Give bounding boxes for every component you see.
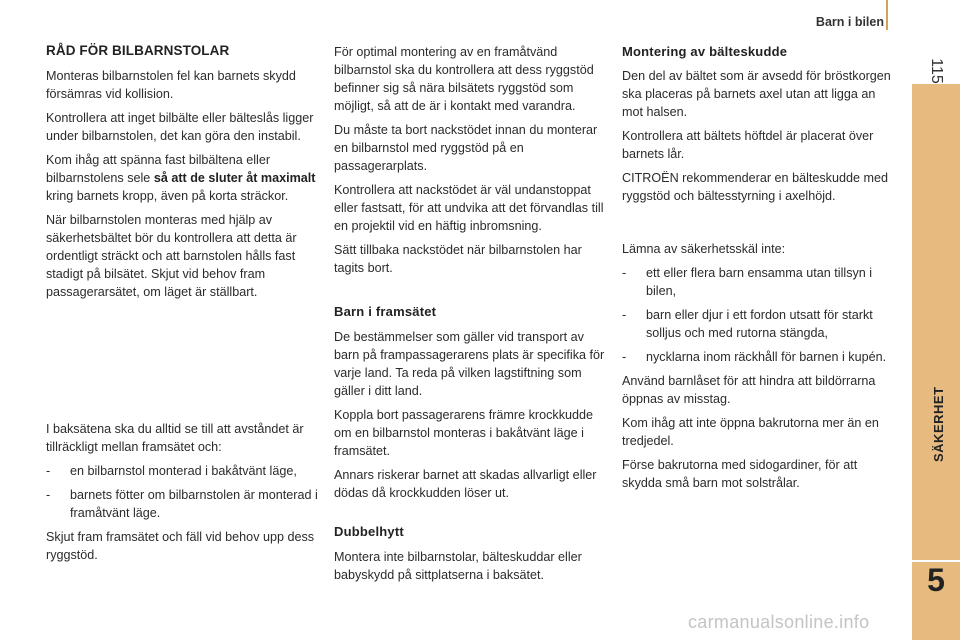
paragraph: I baksätena ska du alltid se till att avståndet är tillräckligt mellan framsätet och: bbox=[46, 422, 304, 454]
paragraph bbox=[46, 151, 318, 205]
list-item bbox=[622, 348, 894, 366]
booster-block bbox=[622, 67, 894, 205]
list-item bbox=[46, 486, 318, 522]
list-item bbox=[622, 306, 894, 342]
text-run: Kom ihåg att spänna fast bilbältena eller bilbarnstolens sele bbox=[46, 153, 271, 185]
list-item bbox=[622, 264, 894, 300]
heading-double-cab: Dubbelhytt bbox=[334, 524, 404, 539]
heading-booster-cushion: Montering av bälteskudde bbox=[622, 44, 788, 59]
paragraph: Använd barnlåset för att hindra att bildörrarna öppnas av misstag. bbox=[622, 374, 876, 406]
front-seat-block bbox=[334, 328, 606, 502]
paragraph: För optimal montering av en framåtvänd bilbarnstol ska du kontrollera att dess ryggstöd befinner sig så nära bilsätets ryggstöd som möjligt, så att de är i kontakt med varandra. bbox=[334, 45, 594, 113]
paragraph: Kontrollera att inget bilbälte eller bälteslås ligger under bilbarnstolen, det kan göra den instabil. bbox=[46, 111, 314, 143]
paragraph: Monteras bilbarnstolen fel kan barnets skydd försämras vid kollision. bbox=[46, 69, 296, 101]
list-dash: - bbox=[46, 488, 51, 502]
list-dash: - bbox=[622, 266, 627, 280]
list-item bbox=[46, 462, 318, 480]
bold-text: så att de sluter åt maximalt bbox=[153, 171, 316, 185]
list-item-text: en bilbarnstol monterad i bakåtvänt läge, bbox=[70, 464, 297, 478]
paragraph: Förse bakrutorna med sidogardiner, för att skydda små barn mot solstrålar. bbox=[622, 458, 858, 490]
list-dash: - bbox=[622, 308, 627, 322]
section-tab bbox=[912, 84, 960, 640]
paragraph: Annars riskerar barnet att skadas allvarligt eller dödas då krockkudden löser ut. bbox=[334, 468, 597, 500]
list-dash: - bbox=[46, 464, 51, 478]
page-number: 115 bbox=[928, 58, 945, 84]
watermark: carmanualsonline.info bbox=[688, 612, 870, 632]
list-item-text: barn eller djur i ett fordon utsatt för starkt solljus och med rutorna stängda, bbox=[646, 308, 873, 340]
paragraph: Koppla bort passagerarens främre krockkudde om en bilbarnstol monteras i bakåtvänt läge i framsätet. bbox=[334, 408, 594, 458]
paragraph: Lämna av säkerhetsskäl inte: bbox=[622, 242, 786, 256]
rear-seat-block bbox=[46, 420, 318, 564]
paragraph: Kontrollera att bältets höftdel är placerat över barnets lår. bbox=[622, 129, 874, 161]
safety-block bbox=[622, 240, 894, 492]
section-label: SÄKERHET bbox=[931, 386, 946, 462]
double-cab-block bbox=[334, 548, 606, 584]
list-item-text: barnets fötter om bilbarnstolen är monterad i framåtvänt läge. bbox=[70, 488, 318, 520]
paragraph: Skjut fram framsätet och fäll vid behov upp dess ryggstöd. bbox=[46, 530, 315, 562]
chapter-number: 5 bbox=[927, 562, 945, 598]
header-divider bbox=[886, 0, 888, 30]
text-run: kring barnets kropp, även på korta sträckor. bbox=[46, 189, 289, 203]
paragraph: Du måste ta bort nackstödet innan du monterar en bilbarnstol med ryggstöd på en passagerarplats. bbox=[334, 123, 598, 173]
list-item-text: nycklarna inom räckhåll för barnen i kupén. bbox=[646, 350, 887, 364]
headrest-block bbox=[334, 43, 606, 277]
list-dash: - bbox=[622, 350, 627, 364]
paragraph: CITROËN rekommenderar en bälteskudde med ryggstöd och bältesstyrning i axelhöjd. bbox=[622, 171, 888, 203]
paragraph: Sätt tillbaka nackstödet när bilbarnstolen har tagits bort. bbox=[334, 243, 582, 275]
heading-child-seat-advice: RÅD FÖR BILBARNSTOLAR bbox=[46, 43, 230, 58]
paragraph: Kom ihåg att inte öppna bakrutorna mer än en tredjedel. bbox=[622, 416, 879, 448]
paragraph: Montera inte bilbarnstolar, bälteskuddar eller babyskydd på sittplatserna i baksätet. bbox=[334, 550, 582, 582]
advice-block bbox=[46, 67, 318, 301]
paragraph: När bilbarnstolen monteras med hjälp av säkerhetsbältet bör du kontrollera att detta är ordentligt sträckt och att barnstolen hålls fast stadigt på bilsätet. Skjut vid behov fram passagerarsätet, om läget är ställbart. bbox=[46, 213, 297, 299]
dash-list bbox=[46, 462, 318, 522]
paragraph: De bestämmelser som gäller vid transport av barn på frampassagerarens plats är specifika för varje land. Ta reda på vilken lagstiftning som gäller i ditt land. bbox=[334, 330, 605, 398]
page-header-title: Barn i bilen bbox=[815, 15, 884, 29]
paragraph: Den del av bältet som är avsedd för bröstkorgen ska placeras på barnets axel utan att ligga an mot halsen. bbox=[622, 69, 891, 119]
heading-front-seat: Barn i framsätet bbox=[334, 304, 437, 319]
list-item-text: ett eller flera barn ensamma utan tillsyn i bilen, bbox=[646, 266, 873, 298]
dash-list bbox=[622, 264, 894, 366]
paragraph: Kontrollera att nackstödet är väl undanstoppat eller fastsatt, för att undvika att det förvandlas till en projektil vid en häftig inbromsning. bbox=[334, 183, 604, 233]
